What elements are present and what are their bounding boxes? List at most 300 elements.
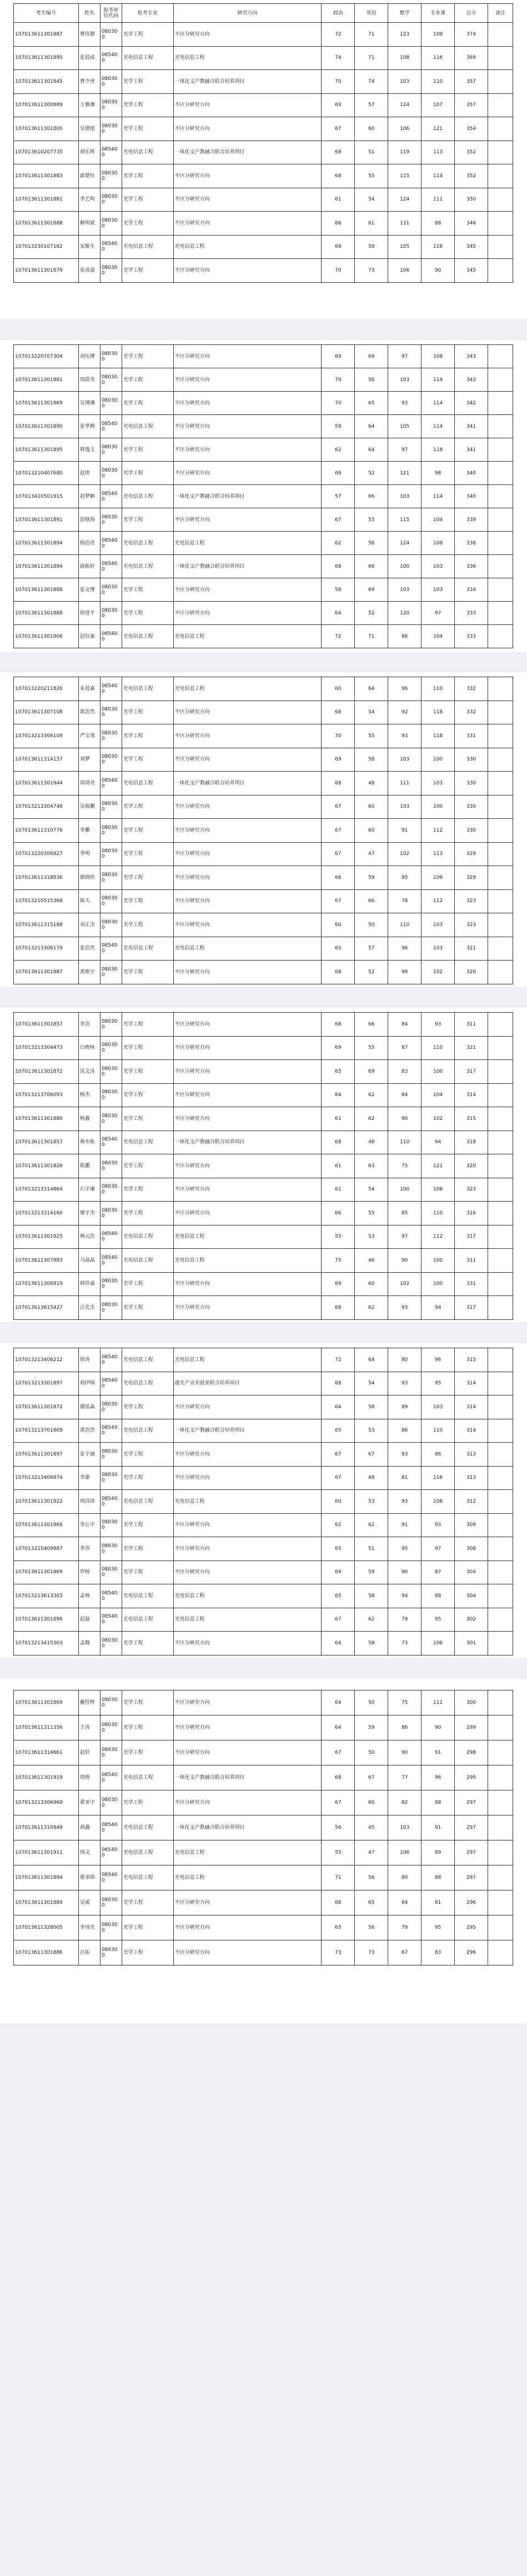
cell-exam-id-text: 107013611301887	[15, 969, 63, 975]
cell-major-text: 光电信息工程	[123, 1617, 153, 1623]
cell-politics-text: 55	[335, 1850, 342, 1855]
cell-direction-text: 光电信息工程	[174, 55, 205, 61]
cell-math	[388, 392, 421, 415]
cell-remark	[488, 1225, 513, 1249]
cell-unit-code	[100, 1178, 122, 1202]
cell-professional	[421, 1490, 455, 1514]
cell-professional	[421, 188, 455, 212]
cell-professional-text: 100	[433, 1281, 443, 1287]
cell-math	[388, 141, 421, 164]
cell-name-text: 周俊	[79, 1775, 90, 1780]
cell-major	[122, 188, 173, 212]
cell-exam-id-text: 107013611315188	[15, 922, 63, 928]
cell-name-text: 林元浩	[79, 1234, 95, 1240]
cell-total-text: 342	[466, 400, 476, 406]
cell-name-text: 郭浩然	[79, 709, 95, 716]
table-row	[14, 1443, 513, 1467]
cell-total	[455, 46, 488, 70]
cell-english	[355, 1865, 388, 1890]
table-row	[14, 1715, 513, 1740]
table-row	[14, 1940, 513, 1965]
cell-english	[355, 392, 388, 415]
cell-politics	[322, 1513, 355, 1537]
cell-unit-code	[100, 772, 122, 796]
cell-exam-id	[14, 438, 79, 462]
cell-remark	[488, 819, 513, 843]
cell-math-text: 106	[400, 1850, 410, 1855]
cell-math-text: 86	[401, 1428, 408, 1434]
cell-exam-id	[14, 212, 79, 236]
cell-name	[78, 70, 100, 94]
cell-total-text: 374	[466, 31, 476, 37]
cell-math-text: 96	[401, 686, 408, 692]
cell-remark	[488, 1348, 513, 1372]
cell-total-text: 317	[466, 1234, 476, 1240]
cell-professional	[421, 1372, 455, 1395]
cell-total	[455, 1608, 488, 1632]
cell-name	[78, 1296, 100, 1320]
cell-english-text: 64	[368, 423, 375, 429]
cell-math-text: 108	[400, 55, 410, 61]
cell-total	[455, 1036, 488, 1060]
cell-math	[388, 1107, 421, 1131]
cell-exam-id-text: 107013611301869	[15, 1700, 63, 1705]
cell-direction-text: 不区分研究方向	[174, 1522, 210, 1528]
cell-major-text: 光电信息工程	[123, 493, 153, 499]
cell-unit-code	[100, 1272, 122, 1296]
cell-major	[122, 1584, 173, 1608]
cell-professional	[421, 1537, 455, 1561]
cell-exam-id-text: 107013611306819	[15, 1281, 63, 1287]
cell-professional	[421, 842, 455, 866]
cell-major-text: 光学工程	[123, 1475, 143, 1481]
cell-exam-id	[14, 46, 79, 70]
cell-english-text: 55	[368, 1045, 375, 1051]
cell-exam-id-text: 107013213613303	[15, 1593, 63, 1599]
cell-english-text: 59	[368, 1569, 375, 1575]
cell-name	[78, 748, 100, 772]
cell-professional	[421, 415, 455, 438]
cell-unit-code	[100, 578, 122, 602]
cell-english-text: 62	[368, 1304, 375, 1310]
cell-major	[122, 259, 173, 283]
cell-total-text: 299	[466, 1725, 476, 1730]
cell-direction	[173, 1131, 322, 1154]
cell-politics-text: 72	[335, 1357, 342, 1363]
cell-direction-text: 不区分研究方向	[174, 1281, 210, 1287]
cell-exam-id	[14, 602, 79, 625]
cell-name-text: 吴博渊	[79, 400, 95, 406]
column-header-label: 报考专业	[137, 10, 158, 16]
cell-exam-id	[14, 1202, 79, 1226]
cell-politics-text: 61	[335, 1163, 342, 1169]
cell-total	[455, 961, 488, 984]
cell-math-text: 80	[401, 1875, 408, 1880]
cell-politics-text: 68	[335, 780, 342, 786]
cell-unit-code-text: 080300	[101, 514, 118, 526]
cell-english	[355, 625, 388, 648]
cell-name	[78, 842, 100, 866]
cell-exam-id	[14, 1690, 79, 1715]
cell-exam-id	[14, 1632, 79, 1655]
cell-name-text: 张文博	[79, 587, 95, 593]
cell-name-text: 徐涛	[79, 1357, 90, 1363]
cell-major-text: 光电信息工程	[123, 1498, 153, 1504]
cell-math-text: 86	[401, 1725, 408, 1730]
cell-direction	[173, 1036, 322, 1060]
cell-english-text: 60	[368, 1800, 375, 1805]
cell-name-text: 石宇谦	[79, 1187, 95, 1193]
cell-exam-id-text: 107013611301857	[15, 1139, 63, 1146]
cell-english	[355, 117, 388, 141]
cell-unit-code-text: 080300	[101, 1567, 118, 1578]
cell-direction	[173, 1890, 322, 1915]
cell-exam-id-text: 107013611301884	[15, 1900, 63, 1905]
cell-total	[455, 1249, 488, 1273]
cell-math	[388, 438, 421, 462]
table-row	[14, 555, 513, 578]
cell-english	[355, 819, 388, 843]
cell-direction	[173, 164, 322, 188]
cell-direction-text: 一体化文产教融合联合培养项目	[174, 78, 245, 84]
cell-name-text: 黄浩然	[79, 1428, 95, 1434]
cell-total-text: 299	[466, 1775, 476, 1780]
cell-unit-code	[100, 1865, 122, 1890]
cell-direction-text: 一体化文产教融合联合培养项目	[174, 1139, 245, 1146]
cell-direction	[173, 1178, 322, 1202]
cell-direction-text: 不区分研究方向	[174, 1116, 210, 1122]
cell-remark	[488, 555, 513, 578]
column-header	[421, 4, 455, 23]
cell-politics	[322, 1036, 355, 1060]
cell-unit-code-text: 080300	[101, 1042, 118, 1054]
cell-professional-text: 89	[434, 1850, 441, 1855]
cell-math	[388, 1419, 421, 1443]
cell-politics-text: 70	[335, 78, 342, 84]
cell-total	[455, 1107, 488, 1131]
cell-math	[388, 23, 421, 47]
cell-direction-text: 不区分研究方向	[174, 1925, 210, 1930]
cell-professional-text: 111	[433, 197, 443, 203]
cell-math	[388, 93, 421, 117]
cell-english	[355, 795, 388, 819]
table-row	[14, 1107, 513, 1131]
cell-unit-code-text: 080300	[101, 754, 118, 766]
cell-unit-code	[100, 1348, 122, 1372]
cell-english	[355, 1790, 388, 1815]
cell-english	[355, 368, 388, 392]
cell-unit-code-text: 080300	[101, 1897, 118, 1908]
cell-name	[78, 1202, 100, 1226]
cell-english	[355, 842, 388, 866]
cell-direction-text: 光电信息工程	[174, 633, 205, 639]
cell-name	[78, 1632, 100, 1655]
cell-politics-text: 62	[335, 447, 342, 453]
cell-math	[388, 1466, 421, 1490]
cell-english	[355, 1296, 388, 1320]
cell-major-text: 光学工程	[123, 804, 143, 810]
cell-remark	[488, 93, 513, 117]
cell-total-text: 321	[466, 1045, 476, 1051]
cell-unit-code	[100, 1466, 122, 1490]
cell-major	[122, 1372, 173, 1395]
cell-professional	[421, 164, 455, 188]
cell-unit-code	[100, 1419, 122, 1443]
cell-math	[388, 1690, 421, 1715]
cell-math	[388, 1790, 421, 1815]
cell-math	[388, 1348, 421, 1372]
cell-name	[78, 117, 100, 141]
cell-total-text: 338	[466, 540, 476, 546]
cell-exam-id-text: 107013611301911	[15, 1850, 63, 1855]
cell-unit-code	[100, 259, 122, 283]
cell-english-text: 60	[368, 804, 375, 810]
cell-name	[78, 1715, 100, 1740]
cell-direction-text: 一体化文产教融合联合培养项目	[174, 1428, 245, 1434]
cell-math	[388, 701, 421, 724]
cell-politics	[322, 438, 355, 462]
cell-exam-id-text: 107013613615427	[15, 1304, 63, 1310]
cell-math	[388, 1154, 421, 1178]
cell-name	[78, 93, 100, 117]
cell-remark	[488, 889, 513, 913]
cell-name	[78, 1107, 100, 1131]
cell-exam-id-text: 107013220306827	[15, 851, 63, 857]
cell-name	[78, 1940, 100, 1965]
cell-major-text: 光学工程	[123, 851, 143, 857]
cell-unit-code-text: 085400	[101, 421, 118, 432]
cell-professional	[421, 212, 455, 236]
table-row	[14, 1083, 513, 1107]
cell-professional-text: 94	[434, 1139, 441, 1146]
cell-major	[122, 1419, 173, 1443]
cell-exam-id-text: 107013213306179	[15, 946, 63, 952]
cell-unit-code-text: 085400	[101, 537, 118, 549]
cell-math-text: 98	[401, 969, 408, 975]
cell-professional-text: 88	[434, 220, 441, 226]
cell-unit-code	[100, 937, 122, 961]
cell-major	[122, 677, 173, 701]
cell-english-text: 47	[368, 851, 375, 857]
cell-total	[455, 1272, 488, 1296]
cell-total-text: 309	[466, 1522, 476, 1528]
cell-english-text: 48	[368, 1139, 375, 1146]
cell-name-text: 周跃男	[79, 377, 95, 383]
cell-politics	[322, 772, 355, 796]
cell-direction-text: 不区分研究方向	[174, 1700, 210, 1705]
cell-math-text: 95	[401, 874, 408, 881]
cell-name-text: 张晨成	[79, 55, 95, 61]
cell-major-text: 光学工程	[123, 377, 143, 383]
cell-major	[122, 1348, 173, 1372]
cell-remark	[488, 937, 513, 961]
cell-direction-text: 光电信息工程	[174, 1498, 205, 1504]
table-row	[14, 1249, 513, 1273]
cell-math	[388, 555, 421, 578]
cell-major	[122, 508, 173, 532]
cell-exam-id	[14, 368, 79, 392]
cell-direction-text: 不区分研究方向	[174, 267, 210, 273]
cell-remark	[488, 795, 513, 819]
cell-math-text: 93	[401, 1304, 408, 1310]
cell-direction-text: 不区分研究方向	[174, 1569, 210, 1575]
cell-english	[355, 1348, 388, 1372]
cell-professional-text: 103	[433, 922, 443, 928]
cell-name	[78, 164, 100, 188]
cell-math-text: 90	[401, 1257, 408, 1263]
cell-professional	[421, 1584, 455, 1608]
cell-exam-id	[14, 1443, 79, 1467]
cell-politics	[322, 23, 355, 47]
cell-total	[455, 532, 488, 555]
cell-math	[388, 1840, 421, 1865]
cell-professional-text: 93	[434, 1021, 441, 1027]
table-row	[14, 1632, 513, 1655]
cell-total	[455, 1690, 488, 1715]
cell-english-text: 66	[368, 563, 375, 569]
table-row	[14, 937, 513, 961]
cell-name-text: 陈鹏	[79, 1163, 90, 1169]
cell-politics	[322, 1890, 355, 1915]
cell-professional-text: 90	[434, 267, 441, 273]
cell-direction-text: 光电信息工程	[174, 1257, 205, 1263]
cell-direction	[173, 1940, 322, 1965]
cell-total	[455, 462, 488, 485]
cell-professional-text: 87	[434, 1569, 441, 1575]
cell-exam-id	[14, 188, 79, 212]
cell-math-text: 103	[400, 757, 410, 763]
cell-politics-text: 68	[335, 563, 342, 569]
cell-english	[355, 913, 388, 937]
cell-name	[78, 1608, 100, 1632]
cell-total-text: 321	[466, 946, 476, 952]
table-row	[14, 532, 513, 555]
cell-direction-text: 一体化文产教融合联合培养项目	[174, 149, 245, 156]
cell-math	[388, 625, 421, 648]
cell-politics	[322, 462, 355, 485]
column-header	[388, 4, 421, 23]
cell-exam-id-text: 107013611301922	[15, 1498, 63, 1504]
cell-english-text: 69	[368, 587, 375, 593]
cell-exam-id	[14, 462, 79, 485]
cell-english	[355, 23, 388, 47]
cell-total	[455, 1715, 488, 1740]
cell-math	[388, 1560, 421, 1584]
cell-direction-text: 不区分研究方向	[174, 1092, 210, 1098]
cell-english	[355, 961, 388, 984]
cell-english-text: 55	[368, 733, 375, 739]
cell-total	[455, 93, 488, 117]
cell-total	[455, 1915, 488, 1940]
cell-math-text: 79	[401, 1617, 408, 1623]
cell-politics-text: 66	[335, 1900, 342, 1905]
cell-math	[388, 70, 421, 94]
cell-exam-id	[14, 1131, 79, 1154]
cell-professional	[421, 866, 455, 890]
cell-english-text: 62	[368, 1522, 375, 1528]
cell-politics	[322, 913, 355, 937]
cell-exam-id	[14, 1154, 79, 1178]
cell-math-text: 91	[401, 1522, 408, 1528]
cell-major-text: 光电信息工程	[123, 1257, 153, 1263]
cell-unit-code-text: 085400	[101, 683, 118, 694]
cell-total-text: 346	[466, 220, 476, 226]
cell-english	[355, 438, 388, 462]
cell-total-text: 341	[466, 423, 476, 429]
cell-math-text: 97	[401, 447, 408, 453]
cell-math-text: 84	[401, 1900, 408, 1905]
cell-english	[355, 1940, 388, 1965]
cell-english-text: 56	[368, 1925, 375, 1930]
cell-direction-text: 不区分研究方向	[174, 377, 210, 383]
cell-english	[355, 1154, 388, 1178]
cell-politics	[322, 1815, 355, 1840]
cell-unit-code	[100, 345, 122, 368]
cell-politics-text: 69	[335, 470, 342, 476]
cell-direction	[173, 961, 322, 984]
cell-unit-code-text: 085400	[101, 147, 118, 158]
cell-direction	[173, 235, 322, 259]
cell-exam-id	[14, 415, 79, 438]
cell-direction	[173, 1740, 322, 1765]
cell-remark	[488, 70, 513, 94]
cell-name-text: 彭继海	[79, 517, 95, 523]
cell-exam-id	[14, 235, 79, 259]
cell-professional	[421, 795, 455, 819]
cell-unit-code-text: 080300	[101, 217, 118, 229]
cell-total	[455, 1296, 488, 1320]
cell-name-text: 王雅渊	[79, 102, 95, 108]
cell-professional-text: 114	[433, 493, 443, 499]
cell-math-text: 90	[401, 1116, 408, 1122]
score-table	[13, 344, 513, 648]
cell-english	[355, 508, 388, 532]
cell-unit-code	[100, 1225, 122, 1249]
cell-direction-text: 光电信息工程	[174, 1357, 205, 1363]
table-row	[14, 961, 513, 984]
cell-professional-text: 88	[434, 1593, 441, 1599]
cell-remark	[488, 677, 513, 701]
cell-math-text: 102	[400, 1281, 410, 1287]
cell-english	[355, 1490, 388, 1514]
cell-unit-code-text: 085400	[101, 1872, 118, 1883]
cell-math-text: 86	[401, 633, 408, 639]
cell-remark	[488, 1131, 513, 1154]
cell-professional-text: 88	[434, 1800, 441, 1805]
cell-professional	[421, 913, 455, 937]
cell-major	[122, 235, 173, 259]
cell-politics-text: 69	[335, 1045, 342, 1051]
cell-direction	[173, 1443, 322, 1467]
cell-major-text: 光电信息工程	[123, 1850, 153, 1855]
cell-unit-code	[100, 1296, 122, 1320]
cell-exam-id-text: 107013213306969	[15, 1800, 63, 1805]
cell-name-text: 张浩然	[79, 946, 95, 952]
cell-total-text: 297	[466, 1875, 476, 1880]
cell-unit-code-text: 080300	[101, 919, 118, 931]
cell-politics	[322, 842, 355, 866]
table-row	[14, 1225, 513, 1249]
score-page-6	[0, 1679, 527, 2023]
table-row	[14, 1202, 513, 1226]
cell-total	[455, 701, 488, 724]
cell-politics	[322, 1790, 355, 1815]
table-row	[14, 578, 513, 602]
cell-math	[388, 1083, 421, 1107]
cell-math	[388, 1890, 421, 1915]
cell-exam-id	[14, 625, 79, 648]
cell-total	[455, 1890, 488, 1915]
